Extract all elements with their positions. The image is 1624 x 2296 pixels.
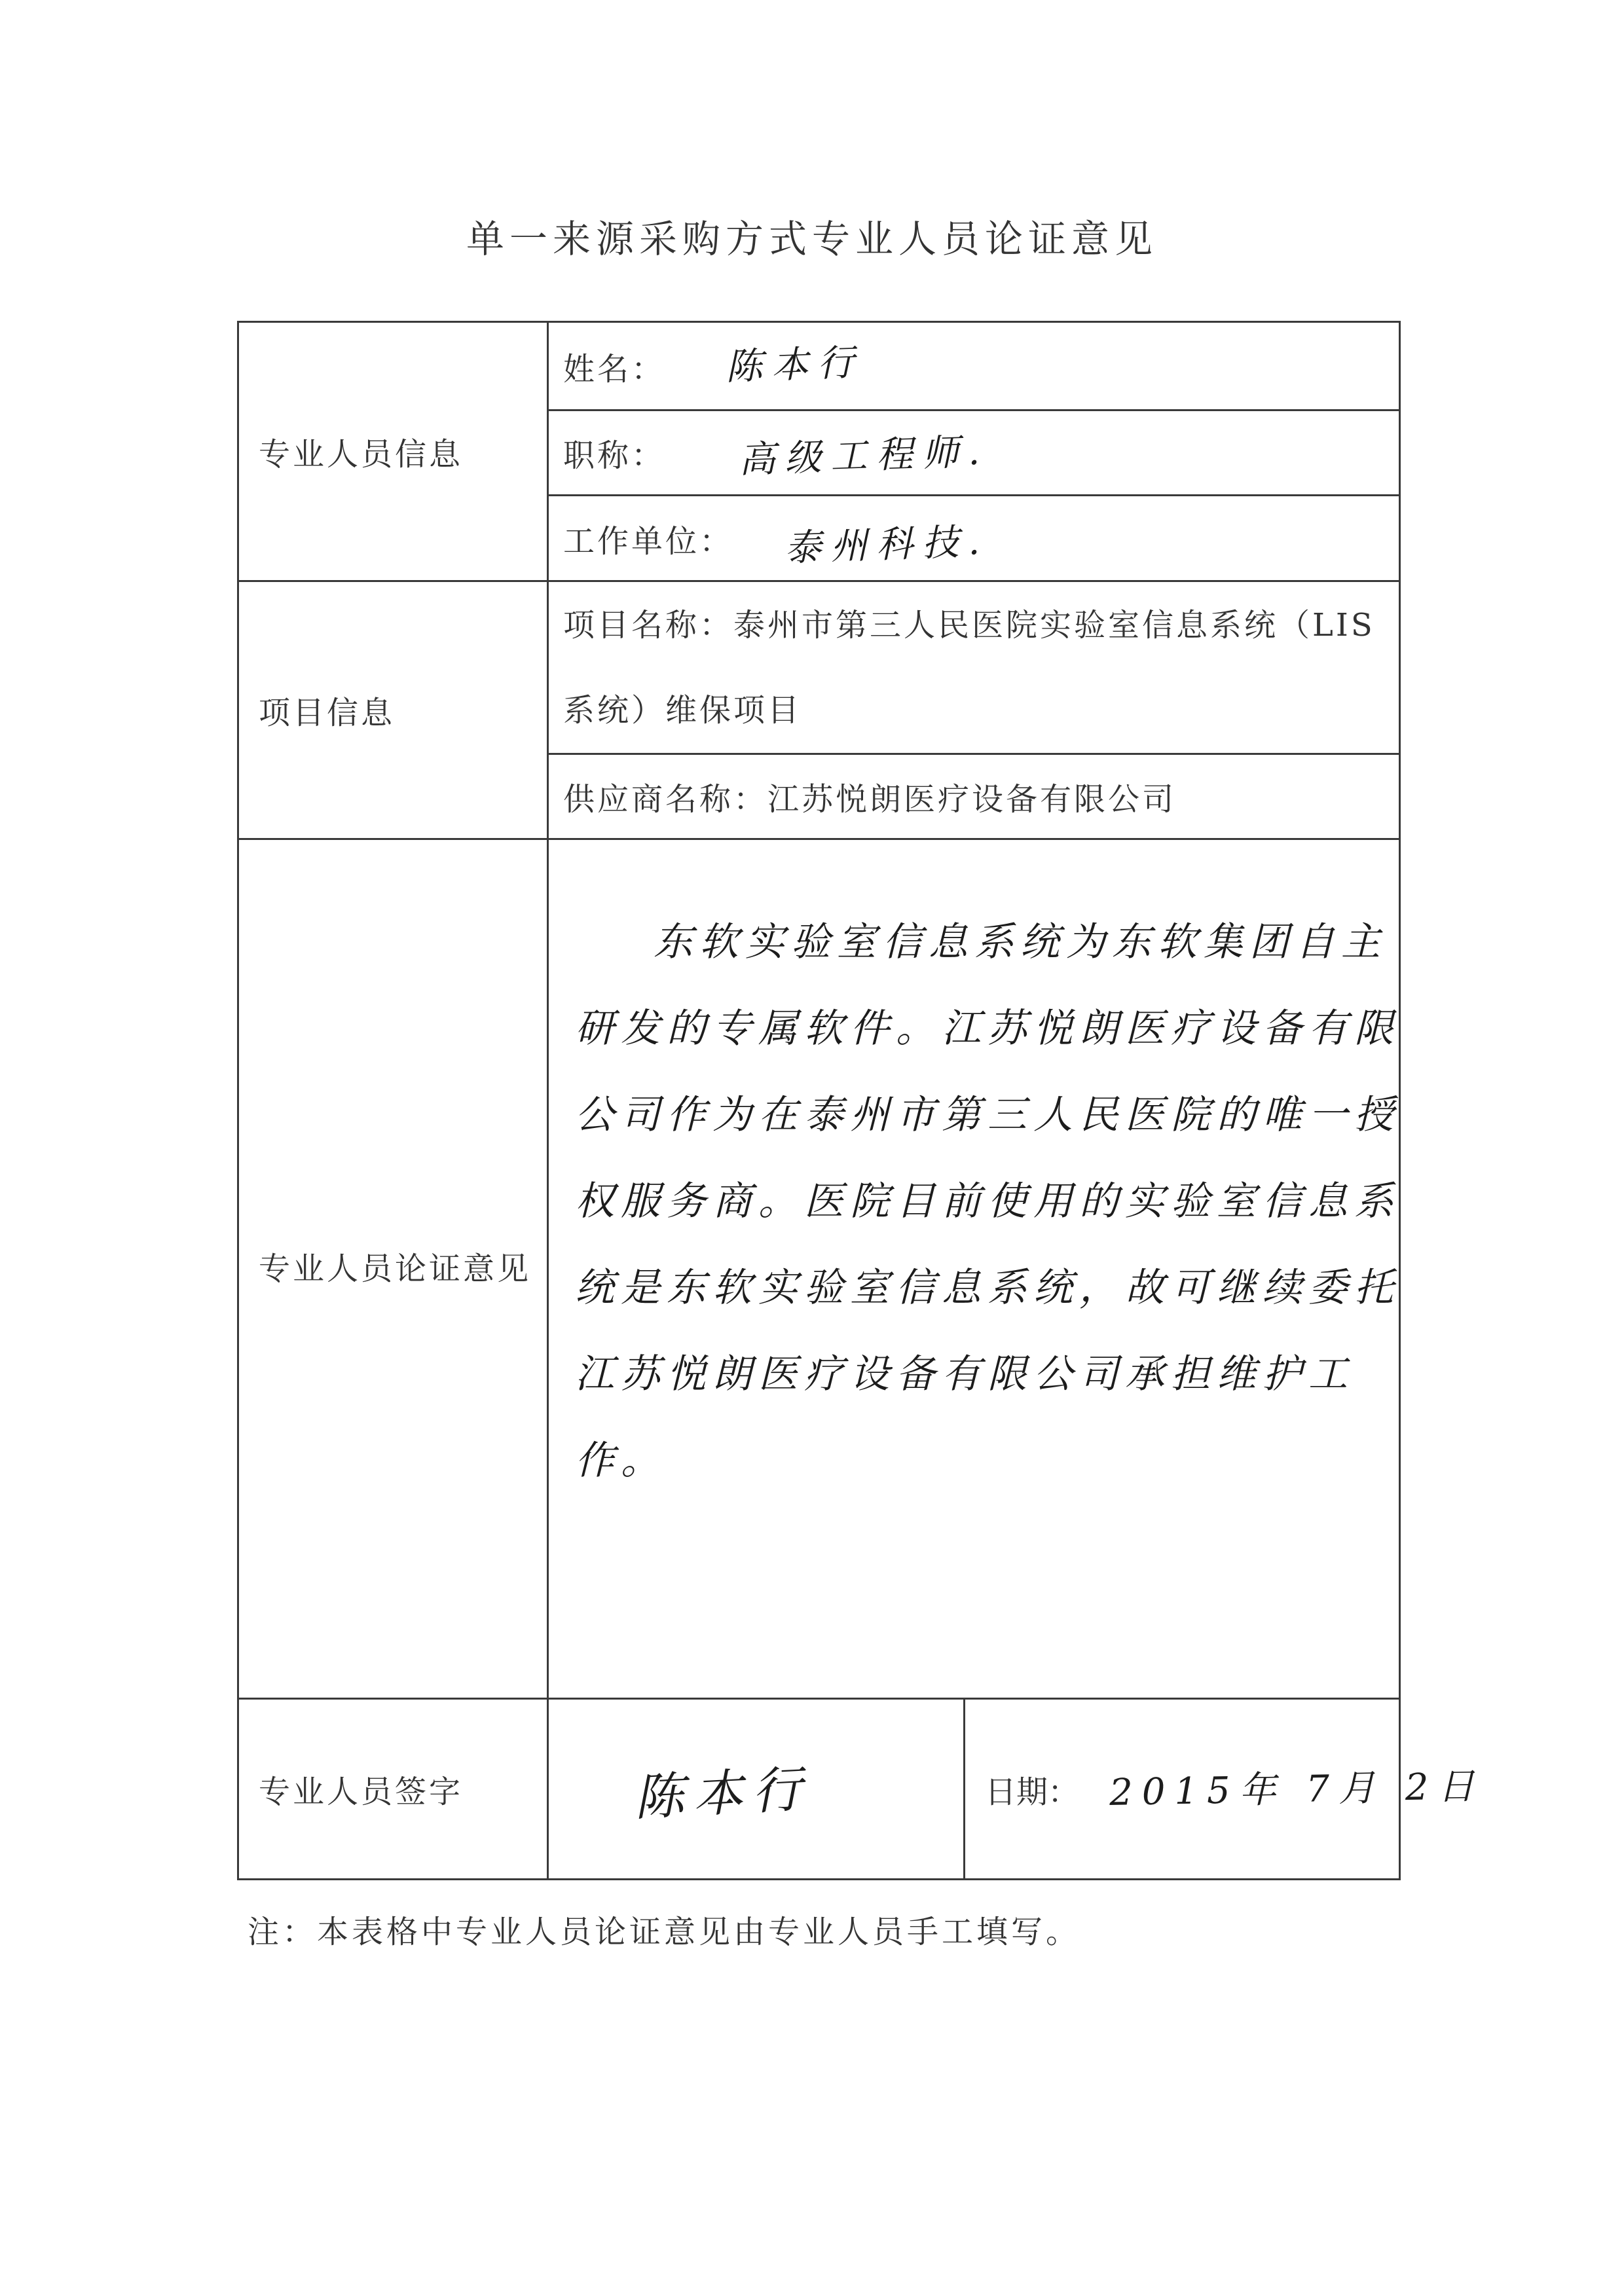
- job-title-value: 高级工程师.: [738, 430, 989, 482]
- work-unit-value: 泰州科技.: [784, 520, 990, 570]
- work-unit-row: [548, 496, 1400, 581]
- date-cell: [965, 1699, 1484, 1880]
- personnel-section-label: 专业人员信息: [238, 322, 548, 581]
- job-title-row: [548, 410, 1400, 496]
- work-unit-label: 工作单位：: [563, 522, 734, 560]
- date-value: 2015年 7月 2日: [1109, 1764, 1484, 1814]
- document-title: 单一来源采购方式专业人员论证意见: [466, 217, 1158, 261]
- signature-cell: [548, 1699, 965, 1880]
- name-value: 陈本行: [725, 341, 864, 389]
- job-title-label: 职称：: [563, 437, 666, 474]
- argument-form-table: [237, 321, 1484, 1880]
- date-label: 日期：: [985, 1774, 1080, 1810]
- project-section-label: 项目信息: [238, 581, 548, 839]
- opinion-section-label: 专业人员论证意见: [238, 839, 548, 1699]
- name-label: 姓名：: [563, 350, 666, 388]
- signature-handwriting: 陈本行: [633, 1758, 813, 1827]
- opinion-text: 东软实验室信息系统为东软集团自主研发的专属软件。江苏悦朗医疗设备有限公司作为在泰州市第三人民医院的唯一授权服务商。医院目前使用的实验室信息系统是东软实验室信息系统，故可继续委托江苏悦朗医疗设备有限公司承担维护工作。: [575, 919, 1400, 1484]
- signature-section-label: 专业人员签字: [238, 1699, 548, 1880]
- supplier-name: 供应商名称：江苏悦朗医疗设备有限公司: [548, 754, 1400, 839]
- project-name: 项目名称：泰州市第三人民医院实验室信息系统（LIS 系统）维保项目: [548, 581, 1400, 754]
- footnote: 注：本表格中专业人员论证意见由专业人员手工填写。: [248, 1914, 1081, 1950]
- name-row: [548, 322, 1400, 410]
- opinion-cell: [548, 839, 1400, 1699]
